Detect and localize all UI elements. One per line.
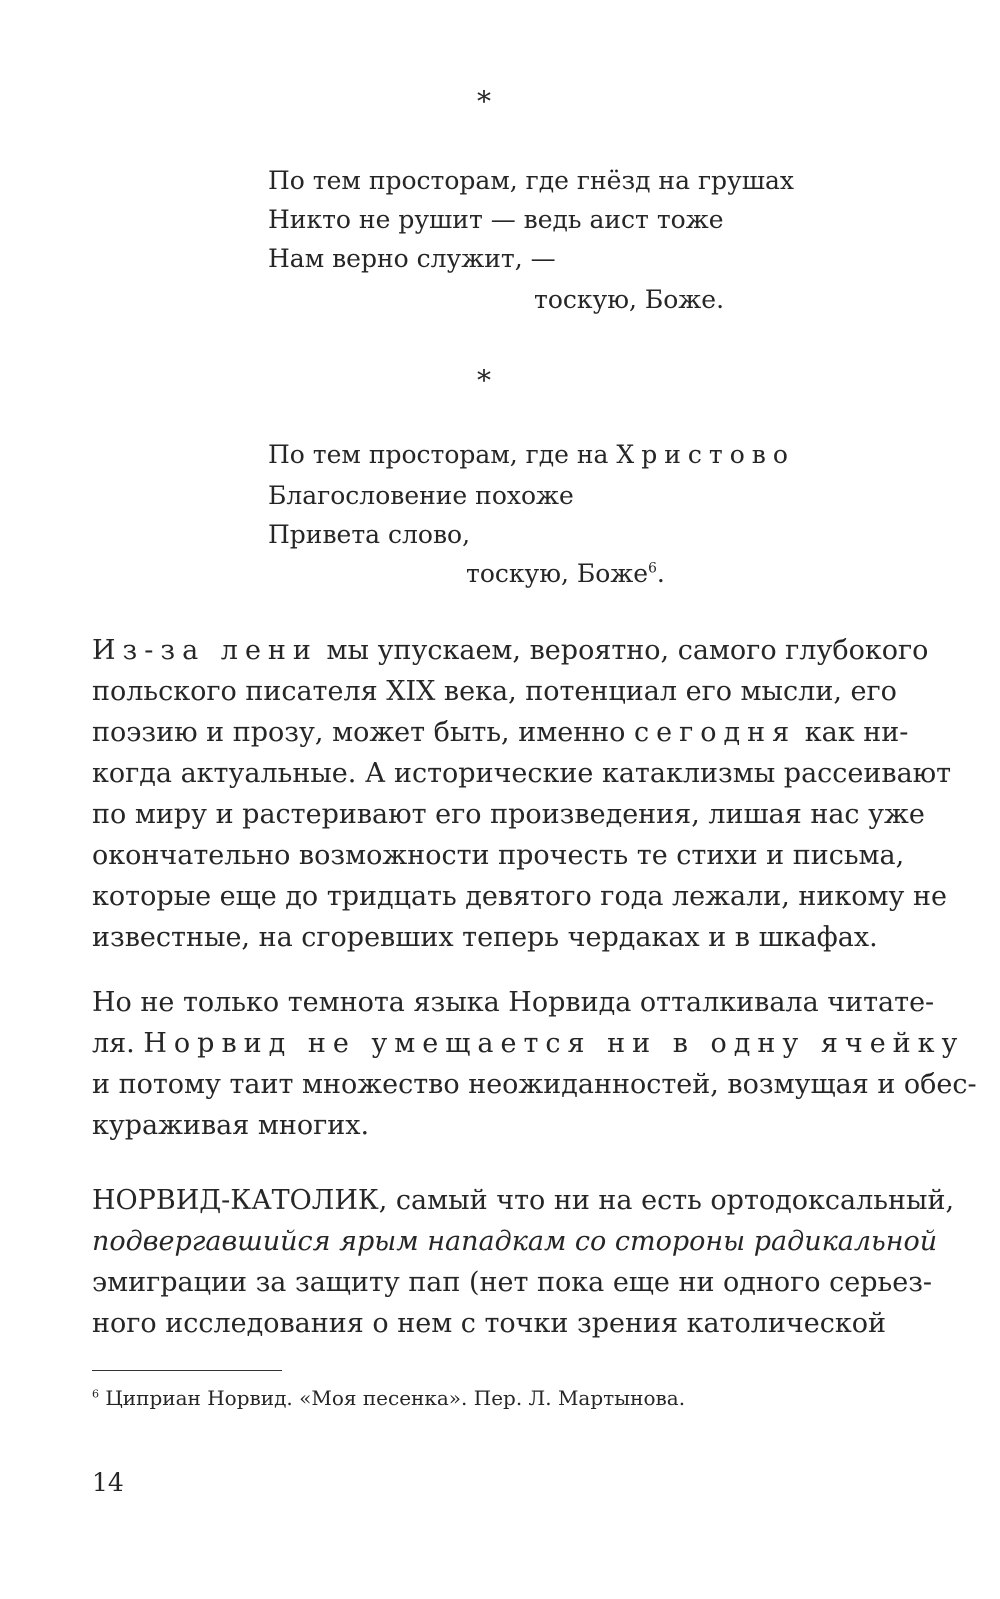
footnote-reference: 6: [648, 560, 657, 577]
poem-line: [466, 560, 665, 588]
line-text: как ни-: [796, 717, 909, 748]
paragraph-line: когда актуальные. А исторические катаклизмы рассеивают: [92, 758, 952, 789]
spaced-emphasis: Норвид не умещается ни в одну ячейку: [143, 1028, 965, 1059]
paragraph-line: [92, 712, 909, 753]
stanza-separator: *: [477, 85, 491, 118]
poem-line: [268, 441, 795, 469]
poem-line: По тем просторам, где гнёзд на грушах: [268, 166, 795, 195]
paragraph-line: эмиграции за защиту пап (нет пока еще ни одного серьез-: [92, 1267, 933, 1298]
paragraph-line: НОРВИД-КАТОЛИК, самый что ни на есть ортодоксальный,: [92, 1185, 955, 1216]
paragraph-line: окончательно возможности прочесть те стихи и письма,: [92, 840, 905, 871]
spaced-emphasis: Из-за лени: [92, 635, 318, 666]
footnote-divider: [92, 1370, 282, 1371]
paragraph-line: известные, на сгоревших теперь чердаках и в шкафах.: [92, 922, 878, 953]
spaced-emphasis: сегодня: [634, 717, 797, 748]
paragraph-line: кураживая многих.: [92, 1110, 370, 1141]
footnote: [92, 1386, 685, 1410]
page-number: 14: [92, 1468, 124, 1497]
paragraph: [92, 982, 977, 1146]
poem-line: Никто не рушит — ведь аист тоже: [268, 205, 724, 234]
paragraph: [92, 630, 952, 958]
poem-line-text: тоскую, Боже: [466, 559, 649, 588]
paragraph-line: польского писателя XIX века, потенциал его мысли, его: [92, 676, 897, 707]
line-text: мы упускаем, вероятно, самого глубокого: [317, 635, 929, 666]
paragraph-line: и потому таит множество неожиданностей, возмущая и обес-: [92, 1069, 977, 1100]
paragraph-line: по миру и растеривают его произведения, лишая нас уже: [92, 799, 925, 830]
poem-line-text: По тем просторам, где на: [268, 440, 617, 469]
paragraph: [92, 1180, 955, 1344]
spaced-emphasis: Христово: [616, 440, 795, 469]
poem-line: Привета слово,: [268, 520, 471, 549]
line-text: поэзию и прозу, может быть, именно: [92, 717, 635, 748]
footnote-number: 6: [92, 1387, 99, 1401]
paragraph-line: [92, 630, 929, 671]
poem-line: Нам верно служит, —: [268, 244, 556, 273]
poem-line: тоскую, Боже.: [534, 285, 725, 314]
poem-line: Благословение похоже: [268, 481, 574, 510]
poem-punct: .: [656, 559, 665, 588]
paragraph-line: которые еще до тридцать девятого года лежали, никому не: [92, 881, 947, 912]
line-text: ля.: [92, 1028, 144, 1059]
paragraph-line: ного исследования о нем с точки зрения католической: [92, 1308, 886, 1339]
footnote-text: Циприан Норвид. «Моя песенка». Пер. Л. Мартынова.: [105, 1386, 686, 1410]
paragraph-line: Но не только темнота языка Норвида отталкивала читате-: [92, 987, 935, 1018]
paragraph-line: [92, 1023, 965, 1064]
stanza-separator: *: [477, 364, 491, 397]
paragraph-line: подвергавшийся ярым нападкам со стороны радикальной: [92, 1226, 938, 1257]
